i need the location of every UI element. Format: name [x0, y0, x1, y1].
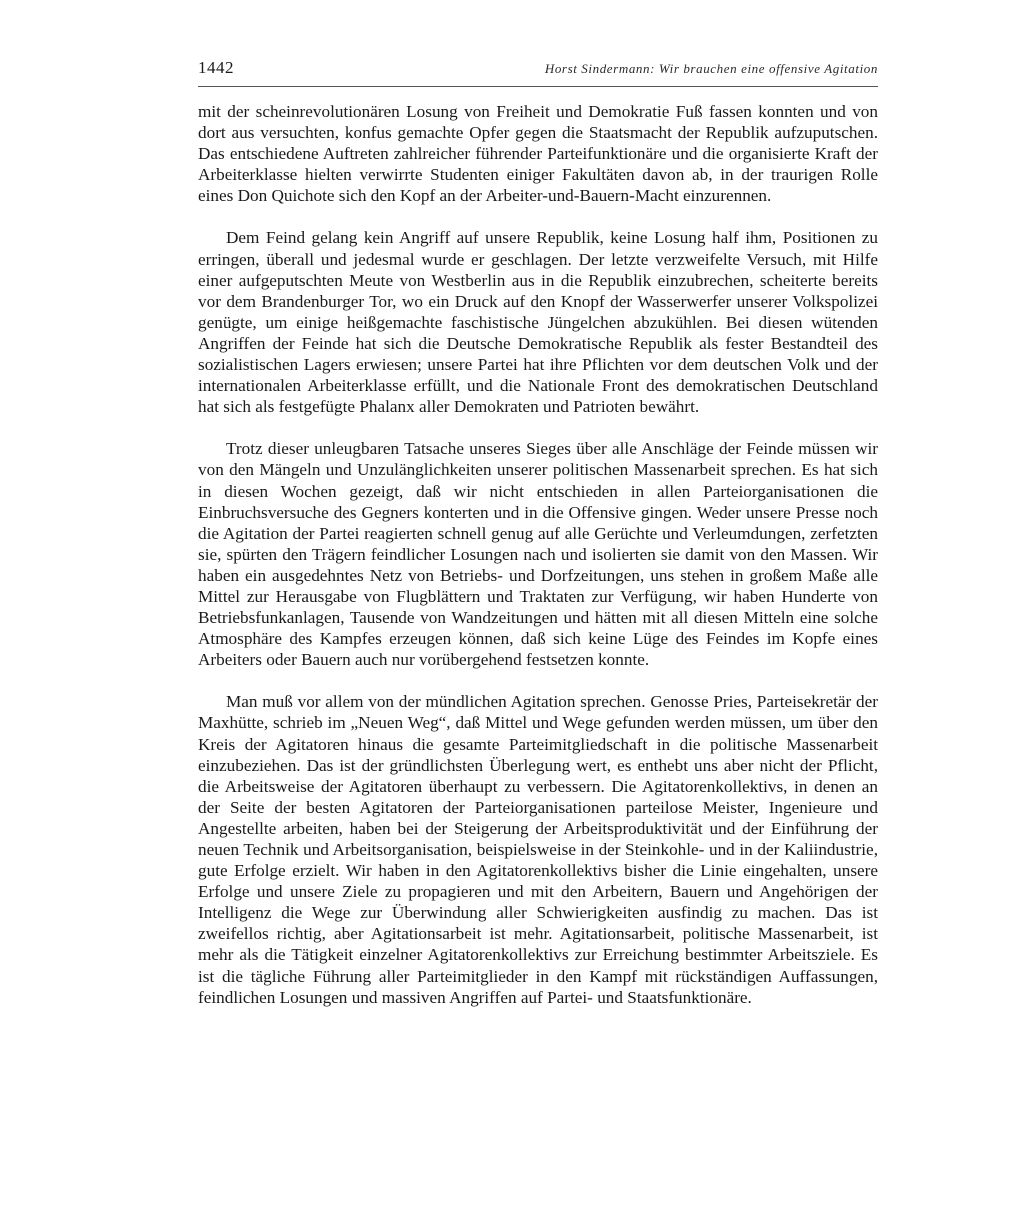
- body-text: [198, 101, 878, 1008]
- paragraph: Trotz dieser unleugbaren Tatsache unseres Sieges über alle Anschläge der Feinde müssen wir von den Mängeln und Unzulänglichkeiten unserer politischen Massenarbeit sprechen. Es hat sich in diesen Wochen gezeigt, daß wir nicht entschieden in allen Parteiorganisationen die Einbruchsversuche des Gegners konterten und in die Offensive gingen. Weder unsere Presse noch die Agitation der Partei reagierten schnell genug auf alle Gerüchte und Verleumdungen, zerfetzten sie, spürten den Trägern feindlicher Losungen nach und isolierten sie damit von den Massen. Wir haben ein ausgedehntes Netz von Betriebs- und Dorfzeitungen, uns stehen in großem Maße alle Mittel zur Herausgabe von Flugblättern und Traktaten zur Verfügung, wir haben Hunderte von Betriebsfunkanlagen, Tausende von Wandzeitungen und hätten mit all diesen Mitteln eine solche Atmosphäre des Kampfes erzeugen können, daß sich keine Lüge des Feindes im Kopfe eines Arbeiters oder Bauern auch nur vorübergehend festsetzen konnte.: [198, 439, 878, 670]
- book-page: [198, 58, 878, 1029]
- paragraph: Dem Feind gelang kein Angriff auf unsere Republik, keine Losung half ihm, Positionen zu erringen, überall und jedesmal wurde er geschlagen. Der letzte verzweifelte Versuch, mit Hilfe einer aufgeputschten Meute von Westberlin aus in die Republik einzubrechen, scheiterte bereits vor dem Brandenburger Tor, wo ein Druck auf den Knopf der Wasserwerfer unserer Volkspolizei genügte, um einige heißgemachte faschistische Jüngelchen abzukühlen. Bei diesen wütenden Angriffen der Feinde hat sich die Deutsche Demokratische Republik als fester Bestandteil des sozialistischen Lagers erwiesen; unsere Partei hat ihre Pflichten vor dem deutschen Volk und der internationalen Arbeiterklasse erfüllt, und die Nationale Front des demokratischen Deutschland hat sich als festgefügte Phalanx aller Demokraten und Patrioten bewährt.: [198, 228, 878, 417]
- running-title: Horst Sindermann: Wir brauchen eine offensive Agitation: [544, 61, 878, 76]
- header-rule: [198, 86, 878, 87]
- paragraph: Man muß vor allem von der mündlichen Agitation sprechen. Genosse Pries, Parteisekretär der Maxhütte, schrieb im „Neuen Weg“, daß Mittel und Wege gefunden werden müssen, um über den Kreis der Agitatoren hinaus die gesamte Parteimitgliedschaft in die politische Massenarbeit einzubeziehen. Das ist der gründlichsten Überlegung wert, es enthebt uns aber nicht der Pflicht, die Arbeitsweise der Agitatoren überhaupt zu verbessern. Die Agitatorenkollektivs, in denen an der Seite der besten Agitatoren der Parteiorganisationen parteilose Meister, Ingenieure und Angestellte arbeiten, haben bei der Steigerung der Arbeitsproduktivität und der Einführung der neuen Technik und Arbeitsorganisation, beispielsweise in der Steinkohle- und in der Kaliindustrie, gute Erfolge erzielt. Wir haben in den Agitatorenkollektivs bisher die Linie eingehalten, unsere Erfolge und unsere Ziele zu propagieren und mit den Arbeitern, Bauern und Angehörigen der Intelligenz die Wege zur Überwindung aller Schwierigkeiten ausfindig zu machen. Das ist zweifellos richtig, aber Agitationsarbeit ist mehr. Agitationsarbeit, politische Massenarbeit, ist mehr als die Tätigkeit einzelner Agitatorenkollektivs zur Erreichung bestimmter Arbeitsziele. Es ist die tägliche Führung aller Parteimitglieder in den Kampf mit rückständigen Auffassungen, feindlichen Losungen und massiven Angriffen auf Partei- und Staatsfunktionäre.: [198, 692, 878, 1007]
- page-number: 1442: [198, 58, 234, 77]
- page-header: [198, 58, 878, 84]
- paragraph: mit der scheinrevolutionären Losung von Freiheit und Demokratie Fuß fassen konnten und von dort aus versuchten, konfus gemachte Opfer gegen die Staatsmacht der Republik aufzuputschen. Das entschiedene Auftreten zahlreicher führender Parteifunktionäre und die organisierte Kraft der Arbeiterklasse hielten verwirrte Studenten einiger Fakultäten davon ab, in der traurigen Rolle eines Don Quichote sich den Kopf an der Arbeiter-und-Bauern-Macht einzurennen.: [198, 102, 878, 206]
